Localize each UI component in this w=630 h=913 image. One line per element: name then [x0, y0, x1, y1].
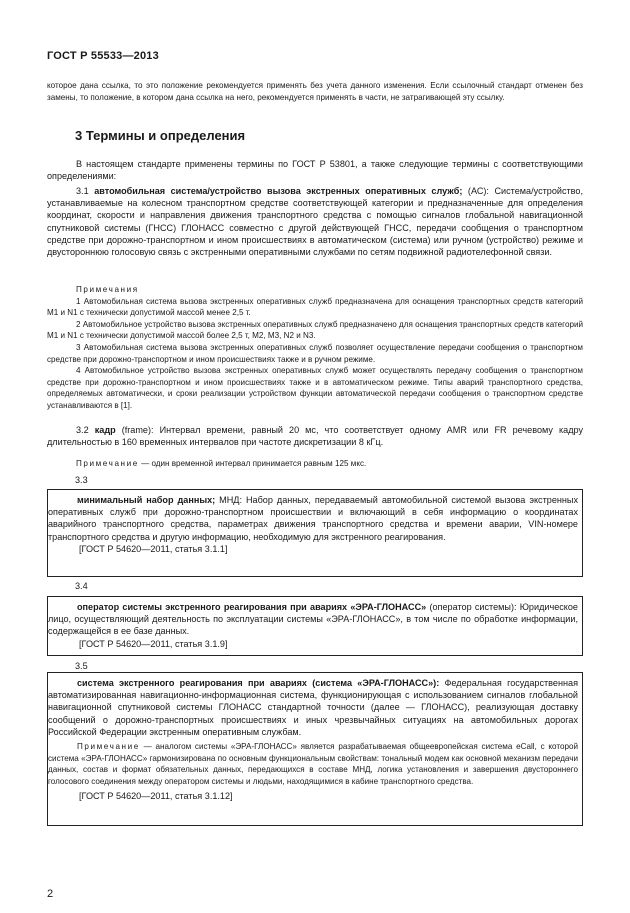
term-3-3-box	[47, 489, 583, 577]
term-3-2-note-text: — один временной интервал принимается равным 125 мкс.	[138, 459, 367, 468]
standard-header: ГОСТ Р 55533—2013	[47, 50, 159, 62]
term-3-5-number: 3.5	[75, 661, 88, 671]
notes-label: Примечания	[76, 285, 139, 294]
page-number: 2	[47, 888, 54, 900]
term-3-5-body	[48, 677, 578, 803]
term-3-2-term: кадр	[94, 425, 116, 435]
note-4: 4 Автомобильное устройство вызова экстренных оперативных служб может осуществлять передачу сообщения о транспортном средстве при дорожно-транспортном и ином происшествиях также и в автоматическом режиме. Типы аварий транспортного средства, определяемых автоматически, и сроки реализации устройством функции автоматической передачи сообщения о транспортном средстве устанавливаются в [1].	[47, 366, 583, 410]
section-title: 3 Термины и определения	[75, 128, 246, 143]
term-3-5-note-text: — аналогом системы «ЭРА-ГЛОНАСС» является разрабатываемая общеевропейская система eCall, с которой система «ЭРА-ГЛОНАСС» гармонизирована по основным функциональным свойствам: тональный модем как основной механизм передачи данных, состав и формат обязательных данных, передающихся в составе МНД, логика установления и завершения двустороннего голосового соединения между оператором системы и людьми, находящимися в кабине транспортного средства.	[48, 742, 578, 786]
note-2: 2 Автомобильное устройство вызова экстренных оперативных служб предназначено для оснащения транспортных средств категорий М1 и N1 с технически допустимой массой более 2,5 т, М2, М3, N2 и N3.	[47, 319, 583, 341]
term-3-4-text: (оператор системы): Юридическое лицо, осуществляющий деятельность по эксплуатации системы «ЭРА-ГЛОНАСС», в том числе по обработке информации, содержащейся в ее базе данных.	[48, 602, 578, 637]
term-3-2-definition: (frame): Интервал времени, равный 20 мс, что соответствует одному AMR или FR речевому кадру длительностью в 160 временных интервалов при частоте дискретизации 8 кГц.	[47, 425, 584, 448]
note-3: 3 Автомобильная система вызова экстренных оперативных служб позволяет осуществление передачи сообщения о транспортном средстве при дорожно-транспортном и ином происшествиях также и в ручном режиме.	[47, 342, 583, 364]
section-lead: В настоящем стандарте применены термины по ГОСТ Р 53801, а также следующие термины с соответствующими определениями:	[47, 159, 583, 182]
term-3-2-note	[47, 458, 583, 470]
note-1: 1 Автомобильная система вызова экстренных оперативных служб предназначена для оснащения транспортных средств категорий М1 и N1 с технически допустимой массой менее 2,5 т.	[47, 296, 583, 318]
term-3-4-term: оператор системы экстренного реагирования при авариях «ЭРА-ГЛОНАСС»	[77, 602, 427, 612]
term-3-4-box	[47, 596, 583, 656]
term-3-3-number: 3.3	[75, 475, 88, 485]
term-3-4-reference: [ГОСТ Р 54620—2011, статья 3.1.9]	[79, 638, 228, 649]
intro-paragraph: которое дана ссылка, то это положение рекомендуется применять без учета данного изменения. Если ссылочный стандарт отменен без замены, то положение, в котором дана ссылка на него, рекомендуется применять в части, не затрагивающей эту ссылку.	[47, 81, 583, 102]
term-3-3-text: МНД: Набор данных, передаваемый автомобильной системой вызова экстренных оперативных служб при дорожно-транспортном происшествии и включающий в себя информацию о координатах аварийного транспортного средства, параметрах движения транспортного средства и времени аварии, VIN-номере транспортного средства и другую информацию, необходимую для экстренного реагирования.	[48, 495, 578, 542]
notes-block	[47, 284, 583, 412]
term-3-5-text: Федеральная государственная автоматизированная навигационно-информационная система, функционирующая с использованием сигналов глобальной навигационной спутниковой системы ГЛОНАСС стандартной точности (далее — ГЛОНАСС), реализующая доставку сообщений о дорожно-транспортных происшествиях и иных чрезвычайных ситуациях на автомобильных дорогах Российской Федерации экстренным оперативным службам.	[48, 678, 578, 737]
term-3-5-reference: [ГОСТ Р 54620—2011, статья 3.1.12]	[79, 791, 233, 802]
term-3-3-definition	[48, 494, 578, 543]
term-3-5-note-label: Примечание	[77, 742, 140, 752]
term-3-5-definition	[48, 677, 578, 738]
term-3-4-body	[48, 601, 578, 650]
term-3-3-body	[48, 494, 578, 555]
term-3-5-note	[48, 741, 578, 787]
term-3-1	[47, 185, 583, 258]
term-3-2-number: 3.2	[76, 425, 89, 435]
term-3-2-note-label: Примечание	[76, 459, 139, 468]
term-3-1-number: 3.1	[76, 186, 89, 196]
term-3-4-number: 3.4	[75, 581, 88, 591]
term-3-4-definition	[48, 601, 578, 638]
term-3-1-definition: (АС): Система/устройство, устанавливаемые на колесном транспортном средстве соответствующей категории и предназначенные для определения координат, скорости и направления движения транспортного средства с помощью сигналов глобальной навигационной спутниковой системы (ГНСС) ГЛОНАСС совместно с другой действующей ГНСС, передачи сообщения о транспортном средстве при дорожно-транспортном и ином происшествиях в автоматическом (система) или ручном (устройство) режиме и двустороннюю голосовую связь с экстренными оперативными службами по сетям подвижной радиотелефонной связи.	[47, 186, 583, 258]
term-3-2	[47, 424, 583, 448]
term-3-1-term: автомобильная система/устройство вызова экстренных оперативных служб;	[94, 186, 463, 196]
term-3-3-reference: [ГОСТ Р 54620—2011, статья 3.1.1]	[79, 543, 228, 554]
term-3-5-box	[47, 672, 583, 826]
term-3-3-term: минимальный набор данных;	[77, 495, 216, 505]
term-3-5-term: система экстренного реагирования при авариях (система «ЭРА-ГЛОНАСС»):	[77, 678, 440, 688]
